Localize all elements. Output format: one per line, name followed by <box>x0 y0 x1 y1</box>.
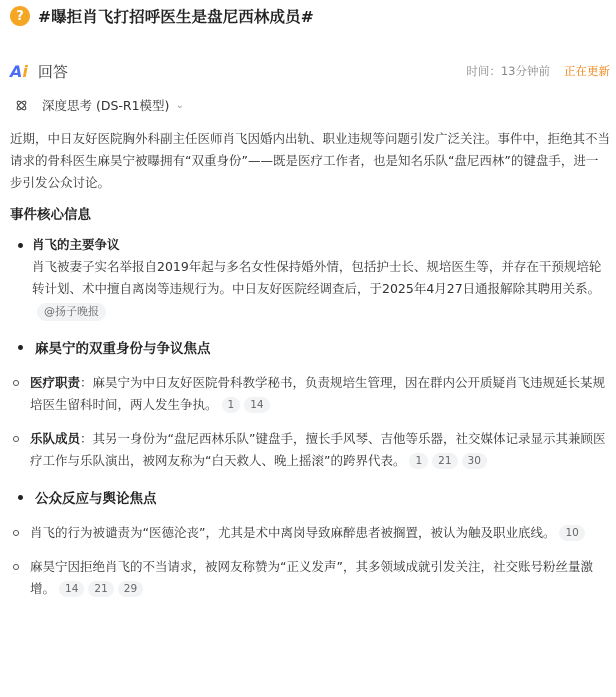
time-label: 时间： <box>466 64 501 78</box>
citation-badge[interactable]: 14 <box>244 397 269 413</box>
citation-badge[interactable]: 30 <box>462 453 487 469</box>
time-value: 13分钟前 <box>500 64 550 78</box>
intro-paragraph: 近期，中日友好医院胸外科副主任医师肖飞因婚内出轨、职业违规等问题引发广泛关注。事件中，拒绝其不当请求的骨科医生麻昊宁被曝拥有“双重身份”——既是医疗工作者，也是知名乐队“盘尼西林”的键盘手，进一步引发公众讨论。 <box>10 131 611 190</box>
bullet-icon <box>18 495 23 500</box>
answer-meta <box>466 63 610 79</box>
bullet-icon <box>18 345 23 350</box>
circle-bullet-icon <box>13 530 19 536</box>
updating-status: 正在更新 <box>564 64 610 78</box>
item-body-text: 麻昊宁因拒绝肖飞的不当请求，被网友称赞为“正义发声”，其多领域成就引发关注，社交账号粉丝量激增。 <box>30 559 593 596</box>
list-item <box>10 234 610 322</box>
section-title <box>10 338 610 360</box>
answer-label: 回答 <box>37 62 68 81</box>
citation-badge[interactable]: 10 <box>559 525 584 541</box>
citation-badge[interactable]: 1 <box>409 453 428 469</box>
section-title-text: 公众反应与舆论焦点 <box>35 491 157 507</box>
source-tag[interactable]: @扬子晚报 <box>37 303 106 321</box>
answer-content <box>10 128 610 600</box>
list-item <box>10 428 610 472</box>
item-body-text: 肖飞被妻子实名举报自2019年起与多名女性保持婚外情，包括护士长、规培医生等，并存在干预规培轮转计划、术中擅自离岗等违规行为。中日友好医院经调查后，于2025年4月27日通报解除其聘用关系。 <box>32 259 602 296</box>
citation-badge[interactable]: 14 <box>59 581 84 597</box>
item-body-text: 肖飞的行为被谴责为“医德沦丧”，尤其是术中离岗导致麻醉患者被搁置，被认为触及职业底线。 <box>30 525 556 540</box>
section-title: 事件核心信息 <box>10 207 91 223</box>
deep-think-toggle[interactable] <box>15 96 184 114</box>
citation-badge[interactable]: 21 <box>88 581 113 597</box>
citation-badge[interactable]: 29 <box>118 581 143 597</box>
circle-bullet-icon <box>13 436 19 442</box>
bottom-fade <box>0 669 616 697</box>
question-title: #曝拒肖飞打招呼医生是盘尼西林成员# <box>38 8 314 26</box>
list-item <box>10 372 610 416</box>
list-item <box>10 522 610 544</box>
list-item <box>10 556 610 600</box>
question-icon: ? <box>10 6 30 26</box>
atom-icon <box>15 99 28 112</box>
bullet-icon <box>18 243 23 248</box>
circle-bullet-icon <box>13 564 19 570</box>
item-heading: 乐队成员 <box>30 431 81 446</box>
item-body-text: ：其另一身份为“盘尼西林乐队”键盘手，擅长手风琴、吉他等乐器，社交媒体记录显示其兼顾医疗工作与乐队演出，被网友称为“白天救人、晚上摇滚”的跨界代表。 <box>30 431 606 468</box>
citation-badge[interactable]: 1 <box>222 397 241 413</box>
question-header <box>10 5 314 27</box>
item-body <box>32 256 610 322</box>
citation-badge[interactable]: 21 <box>432 453 457 469</box>
chevron-down-icon: ⌄ <box>175 99 184 111</box>
circle-bullet-icon <box>13 380 19 386</box>
item-heading: 肖飞的主要争议 <box>32 237 120 252</box>
section-title-text: 麻昊宁的双重身份与争议焦点 <box>35 341 211 357</box>
item-body-text: ：麻昊宁为中日友好医院骨科教学秘书，负责规培生管理，因在群内公开质疑肖飞违规延长某规培医生留科时间，两人发生争执。 <box>30 375 606 412</box>
ai-logo-icon: Ai <box>10 61 28 81</box>
deep-think-label: 深度思考 (DS-R1模型) <box>42 98 170 113</box>
answer-header <box>10 58 610 84</box>
item-heading: 医疗职责 <box>30 375 81 390</box>
section-title <box>10 488 610 510</box>
